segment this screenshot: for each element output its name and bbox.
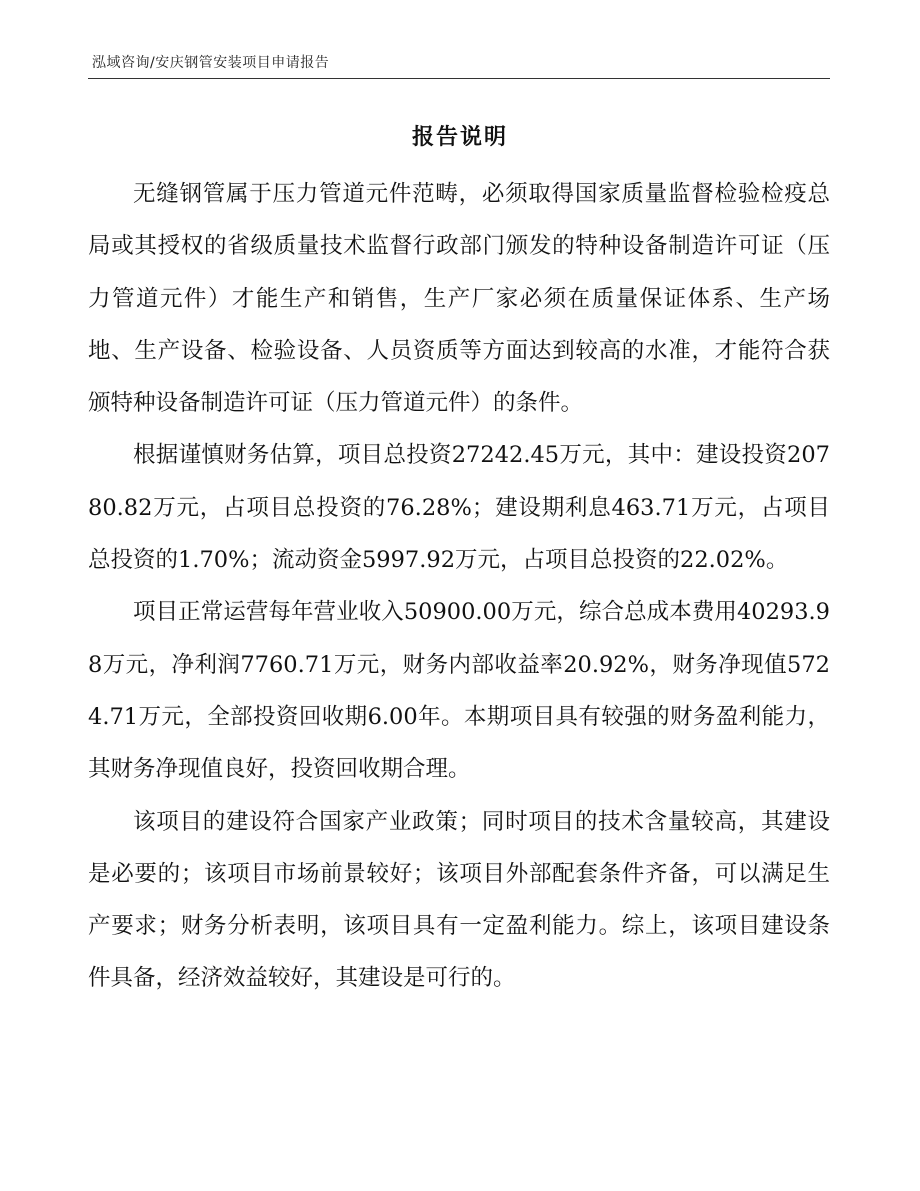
running-header: 泓域咨询/安庆钢管安装项目申请报告 (92, 55, 330, 71)
page-title: 报告说明 (411, 125, 508, 150)
document-body (88, 168, 830, 1005)
paragraph-investment-estimate: 根据谨慎财务估算，项目总投资27242.45万元，其中：建设投资20780.82万元，占项目总投资的76.28%；建设期利息463.71万元，占项目总投资的1.70%；流动资金5997.92万元，占项目总投资的22.02%。 (88, 442, 830, 574)
header-rule (88, 78, 830, 79)
paragraph-seamless-pipe-license: 无缝钢管属于压力管道元件范畴，必须取得国家质量监督检验检疫总局或其授权的省级质量技术监督行政部门颁发的特种设备制造许可证（压力管道元件）才能生产和销售，生产厂家必须在质量保证体系、生产场地、生产设备、检验设备、人员资质等方面达到较高的水准，才能符合获颁特种设备制造许可证（压力管道元件）的条件。 (88, 181, 830, 417)
paragraph-financial-returns: 项目正常运营每年营业收入50900.00万元，综合总成本费用40293.98万元，净利润7760.71万元，财务内部收益率20.92%，财务净现值5724.71万元，全部投资回收期6.00年。本期项目具有较强的财务盈利能力，其财务净现值良好，投资回收期合理。 (88, 599, 830, 783)
paragraph-feasibility-conclusion: 该项目的建设符合国家产业政策；同时项目的技术含量较高，其建设是必要的；该项目市场前景较好；该项目外部配套条件齐备，可以满足生产要求；财务分析表明，该项目具有一定盈利能力。综上，该项目建设条件具备，经济效益较好，其建设是可行的。 (88, 808, 830, 992)
